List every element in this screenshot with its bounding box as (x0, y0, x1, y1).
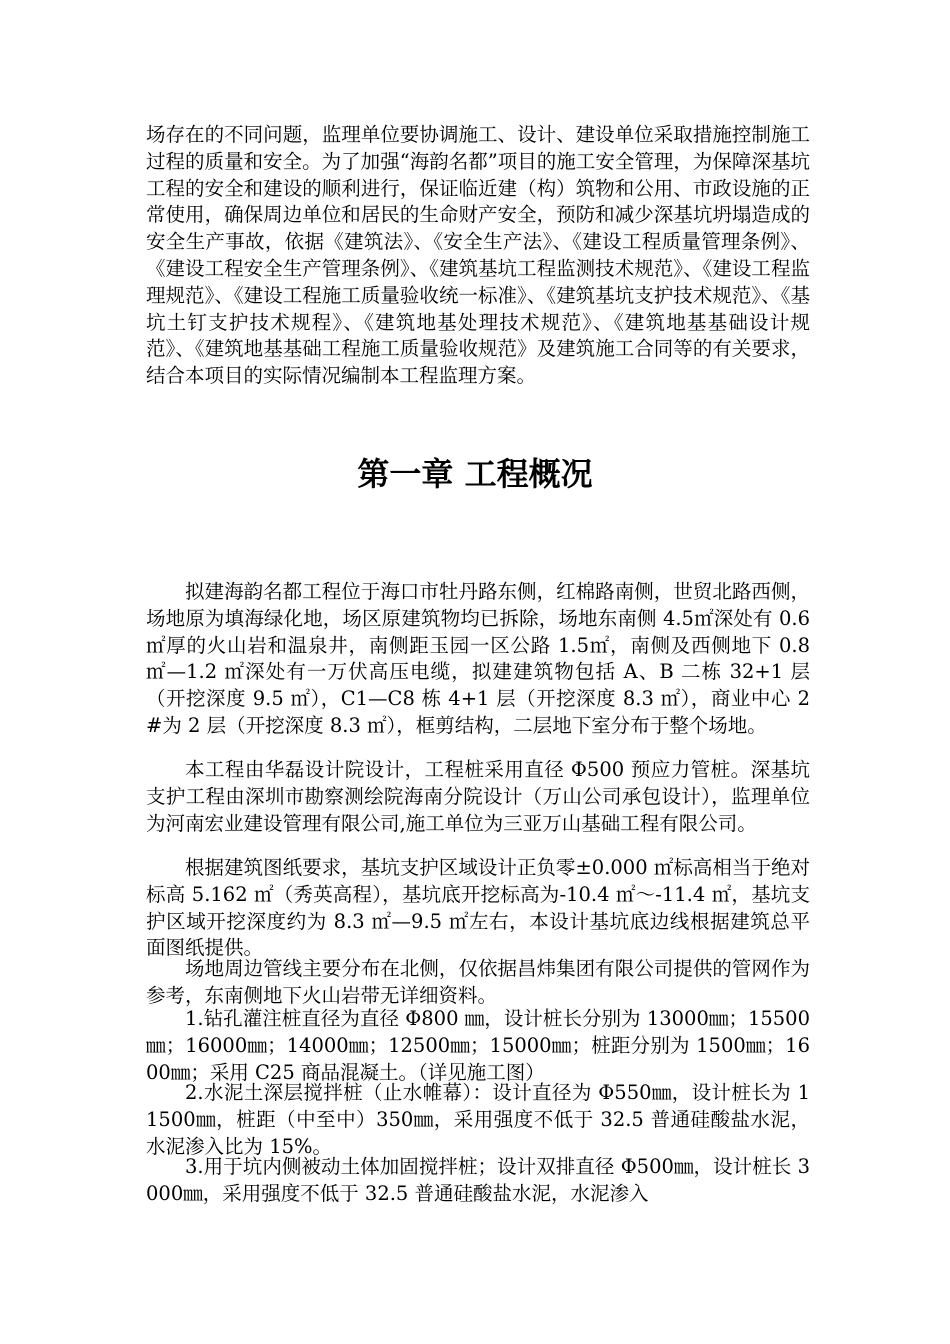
intro-paragraph: 场存在的不同问题，监理单位要协调施工、设计、建设单位采取措施控制施工过程的质量和安全。为了加强“海韵名都”项目的施工安全管理，为保障深基坑工程的安全和建设的顺利进行，保证临近建（构）筑物和公用、市政设施的正常使用，确保周边单位和居民的生命财产安全，预防和减少深基坑坍塌造成的安全生产事故，依据《建筑法》、《安全生产法》、《建设工程质量管理条例》、《建设工程安全生产管理条例》、《建筑基坑工程监测技术规范》、《建设工程监理规范》、《建设工程施工质量验收统一标准》、《建筑基坑支护技术规范》、《基坑土钉支护技术规程》、《建筑地基处理技术规范》、《建筑地基基础设计规范》、《建筑地基基础工程施工质量验收规范》及建筑施工合同等的有关要求，结合本项目的实际情况编制本工程监理方案。 (146, 123, 810, 388)
paragraph-item-2: 2.水泥土深层搅拌桩（止水帷幕）：设计直径为 Φ550㎜，设计桩长为 11500㎜，桩距（中至中）350㎜，采用强度不低于 32.5 普通硅酸盐水泥，水泥渗入比为 15%。 (146, 1081, 810, 1158)
chapter-title: 第一章 工程概况 (357, 455, 593, 493)
paragraph-elevation: 根据建筑图纸要求，基坑支护区域设计正负零±0.000 ㎡标高相当于绝对标高 5.162 ㎡（秀英高程），基坑底开挖标高为-10.4 ㎡～-11.4 ㎡，基坑支护区域开挖深度约为 8.3 ㎡—9.5 ㎡左右，本设计基坑底边线根据建筑总平面图纸提供。 (146, 856, 810, 960)
paragraph-design-units: 本工程由华磊设计院设计，工程桩采用直径 Φ500 预应力管桩。深基坑支护工程由深圳市勘察测绘院海南分院设计（万山公司承包设计），监理单位为河南宏业建设管理有限公司,施工单位为三亚万山基础工程有限公司。 (146, 758, 810, 835)
paragraph-item-1: 1.钻孔灌注桩直径为直径 Φ800 ㎜，设计桩长分别为 13000㎜；15500㎜；16000㎜；14000㎜；12500㎜；15000㎜；桩距分别为 1500㎜；1600㎜；采用 C25 商品混凝土。（详见施工图） (146, 1007, 810, 1084)
paragraph-item-3: 3.用于坑内侧被动土体加固搅拌桩；设计双排直径 Φ500㎜，设计桩长 3000㎜，采用强度不低于 32.5 普通硅酸盐水泥，水泥渗入 (146, 1155, 810, 1205)
paragraph-pipelines: 场地周边管线主要分布在北侧，仅依据昌炜集团有限公司提供的管网作为参考，东南侧地下火山岩带无详细资料。 (146, 957, 810, 1007)
paragraph-site-overview: 拟建海韵名都工程位于海口市牡丹路东侧，红棉路南侧，世贸北路西侧，场地原为填海绿化地，场区原建筑物均已拆除，场地东南侧 4.5㎡深处有 0.6㎡厚的火山岩和温泉井，南侧距玉园一区公路 1.5㎡，南侧及西侧地下 0.8 ㎡—1.2 ㎡深处有一万伏高压电缆，拟建建筑物包括 A、B 二栋 32+1 层（开挖深度 9.5 ㎡），C1—C8 栋 4+1 层（开挖深度 8.3 ㎡），商业中心 2#为 2 层（开挖深度 8.3 ㎡），框剪结构，二层地下室分布于整个场地。 (146, 580, 810, 737)
